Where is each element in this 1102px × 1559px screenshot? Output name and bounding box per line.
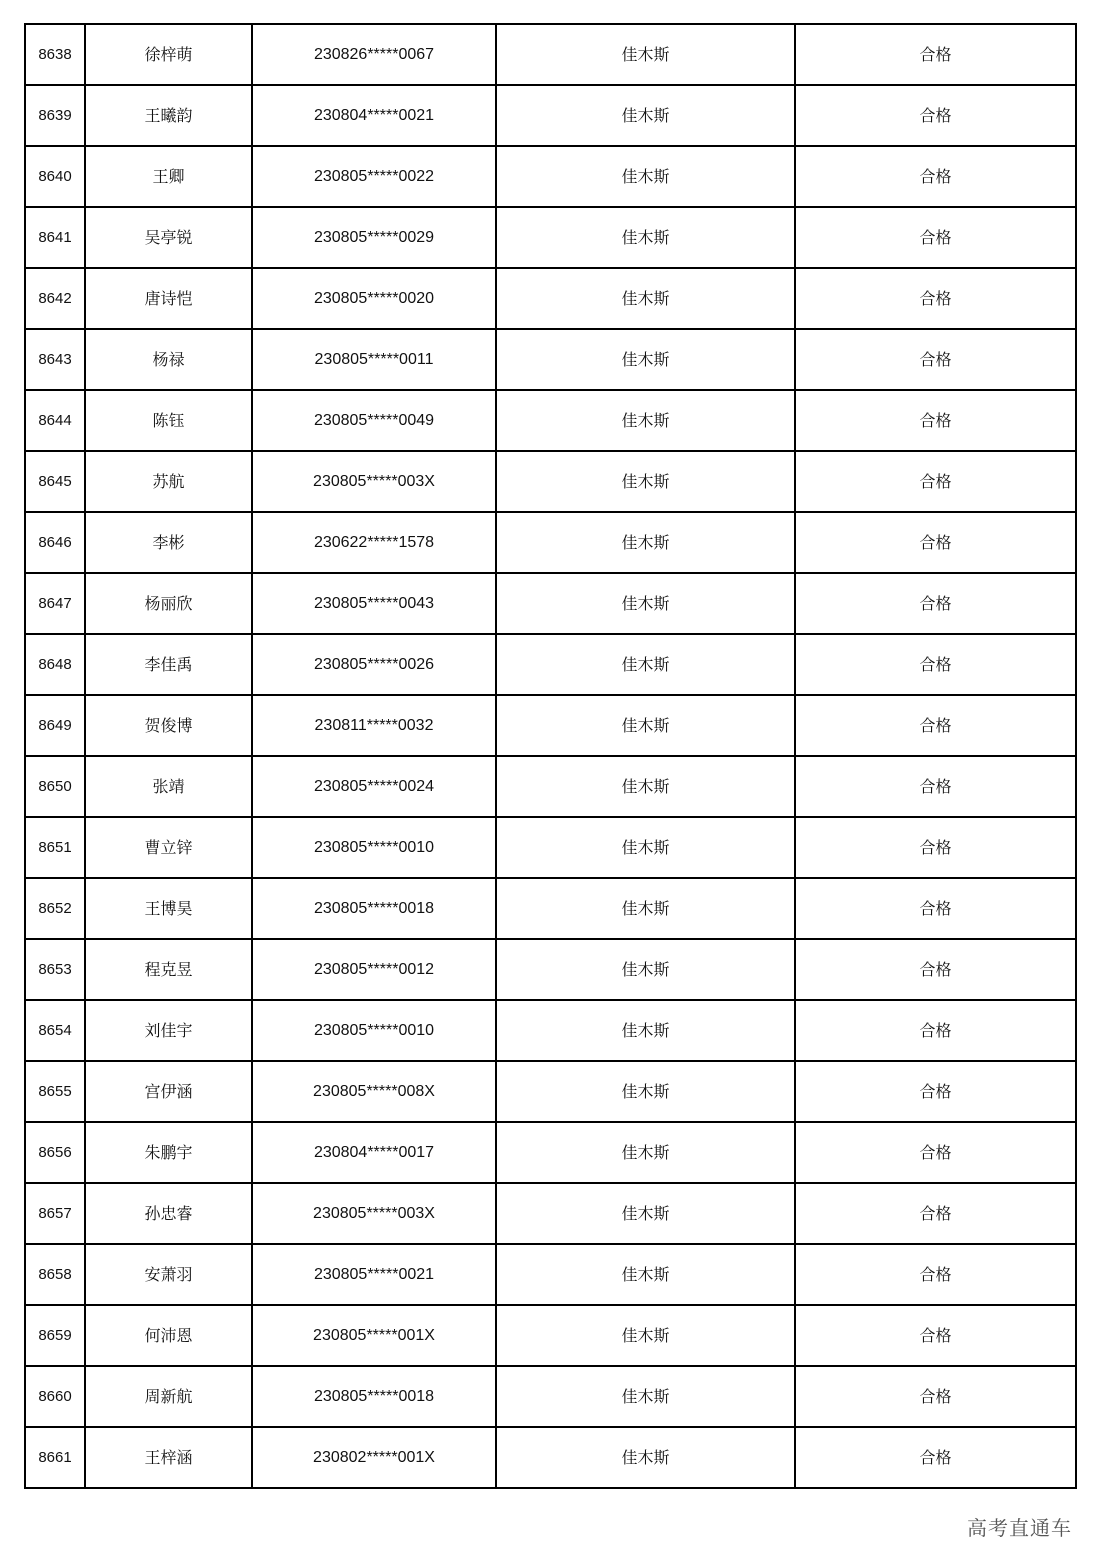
name-cell: 朱鹏宇 (85, 1122, 252, 1183)
result-cell: 合格 (795, 329, 1076, 390)
result-cell: 合格 (795, 634, 1076, 695)
result-cell: 合格 (795, 1427, 1076, 1488)
name-cell: 徐梓萌 (85, 24, 252, 85)
table-row (25, 207, 1076, 268)
table-row (25, 939, 1076, 1000)
id-number-cell: 230805*****0018 (252, 1366, 496, 1427)
name-cell: 李彬 (85, 512, 252, 573)
results-table (24, 23, 1077, 1489)
id-number-cell: 230805*****003X (252, 451, 496, 512)
id-number-cell: 230802*****001X (252, 1427, 496, 1488)
seq-number-cell: 8639 (25, 85, 85, 146)
city-cell: 佳木斯 (496, 329, 795, 390)
city-cell: 佳木斯 (496, 1244, 795, 1305)
seq-number-cell: 8645 (25, 451, 85, 512)
name-cell: 周新航 (85, 1366, 252, 1427)
seq-number-cell: 8650 (25, 756, 85, 817)
table-row (25, 634, 1076, 695)
seq-number-cell: 8647 (25, 573, 85, 634)
name-cell: 王曦韵 (85, 85, 252, 146)
name-cell: 何沛恩 (85, 1305, 252, 1366)
watermark-text: 高考直通车 (965, 1512, 1074, 1541)
seq-number-cell: 8646 (25, 512, 85, 573)
seq-number-cell: 8658 (25, 1244, 85, 1305)
table-row (25, 1244, 1076, 1305)
table-row (25, 146, 1076, 207)
table-row (25, 878, 1076, 939)
table-row (25, 1305, 1076, 1366)
city-cell: 佳木斯 (496, 1427, 795, 1488)
result-cell: 合格 (795, 390, 1076, 451)
id-number-cell: 230805*****0012 (252, 939, 496, 1000)
city-cell: 佳木斯 (496, 634, 795, 695)
table-row (25, 1366, 1076, 1427)
table-row (25, 512, 1076, 573)
result-cell: 合格 (795, 24, 1076, 85)
result-cell: 合格 (795, 207, 1076, 268)
id-number-cell: 230805*****0049 (252, 390, 496, 451)
id-number-cell: 230805*****0018 (252, 878, 496, 939)
id-number-cell: 230804*****0017 (252, 1122, 496, 1183)
seq-number-cell: 8651 (25, 817, 85, 878)
seq-number-cell: 8652 (25, 878, 85, 939)
id-number-cell: 230805*****0043 (252, 573, 496, 634)
result-cell: 合格 (795, 756, 1076, 817)
table-row (25, 268, 1076, 329)
city-cell: 佳木斯 (496, 207, 795, 268)
city-cell: 佳木斯 (496, 268, 795, 329)
name-cell: 唐诗恺 (85, 268, 252, 329)
id-number-cell: 230805*****008X (252, 1061, 496, 1122)
city-cell: 佳木斯 (496, 1183, 795, 1244)
name-cell: 杨禄 (85, 329, 252, 390)
name-cell: 苏航 (85, 451, 252, 512)
city-cell: 佳木斯 (496, 390, 795, 451)
id-number-cell: 230805*****0010 (252, 817, 496, 878)
city-cell: 佳木斯 (496, 1305, 795, 1366)
name-cell: 孙忠睿 (85, 1183, 252, 1244)
seq-number-cell: 8643 (25, 329, 85, 390)
name-cell: 曹立锌 (85, 817, 252, 878)
seq-number-cell: 8660 (25, 1366, 85, 1427)
result-cell: 合格 (795, 1183, 1076, 1244)
table-row (25, 756, 1076, 817)
table-row (25, 1122, 1076, 1183)
city-cell: 佳木斯 (496, 756, 795, 817)
seq-number-cell: 8661 (25, 1427, 85, 1488)
id-number-cell: 230805*****0026 (252, 634, 496, 695)
city-cell: 佳木斯 (496, 573, 795, 634)
result-cell: 合格 (795, 1305, 1076, 1366)
name-cell: 王卿 (85, 146, 252, 207)
result-cell: 合格 (795, 85, 1076, 146)
result-cell: 合格 (795, 146, 1076, 207)
result-cell: 合格 (795, 451, 1076, 512)
id-number-cell: 230805*****0022 (252, 146, 496, 207)
city-cell: 佳木斯 (496, 817, 795, 878)
table-row (25, 1000, 1076, 1061)
city-cell: 佳木斯 (496, 1122, 795, 1183)
result-cell: 合格 (795, 573, 1076, 634)
id-number-cell: 230805*****0021 (252, 1244, 496, 1305)
city-cell: 佳木斯 (496, 451, 795, 512)
result-cell: 合格 (795, 268, 1076, 329)
name-cell: 陈钰 (85, 390, 252, 451)
name-cell: 贺俊博 (85, 695, 252, 756)
result-cell: 合格 (795, 1061, 1076, 1122)
name-cell: 张靖 (85, 756, 252, 817)
name-cell: 宫伊涵 (85, 1061, 252, 1122)
id-number-cell: 230805*****0010 (252, 1000, 496, 1061)
table-row (25, 695, 1076, 756)
table-row (25, 1061, 1076, 1122)
result-cell: 合格 (795, 1366, 1076, 1427)
name-cell: 李佳禹 (85, 634, 252, 695)
seq-number-cell: 8654 (25, 1000, 85, 1061)
result-cell: 合格 (795, 1000, 1076, 1061)
result-cell: 合格 (795, 939, 1076, 1000)
name-cell: 刘佳宇 (85, 1000, 252, 1061)
seq-number-cell: 8640 (25, 146, 85, 207)
city-cell: 佳木斯 (496, 695, 795, 756)
id-number-cell: 230805*****0024 (252, 756, 496, 817)
seq-number-cell: 8653 (25, 939, 85, 1000)
id-number-cell: 230804*****0021 (252, 85, 496, 146)
seq-number-cell: 8656 (25, 1122, 85, 1183)
name-cell: 王梓涵 (85, 1427, 252, 1488)
seq-number-cell: 8648 (25, 634, 85, 695)
seq-number-cell: 8649 (25, 695, 85, 756)
result-cell: 合格 (795, 878, 1076, 939)
seq-number-cell: 8655 (25, 1061, 85, 1122)
result-cell: 合格 (795, 1122, 1076, 1183)
table-row (25, 573, 1076, 634)
city-cell: 佳木斯 (496, 24, 795, 85)
id-number-cell: 230826*****0067 (252, 24, 496, 85)
id-number-cell: 230811*****0032 (252, 695, 496, 756)
table-row (25, 451, 1076, 512)
seq-number-cell: 8642 (25, 268, 85, 329)
id-number-cell: 230805*****003X (252, 1183, 496, 1244)
table-row (25, 24, 1076, 85)
id-number-cell: 230805*****0011 (252, 329, 496, 390)
city-cell: 佳木斯 (496, 512, 795, 573)
results-table-body (25, 24, 1076, 1488)
table-row (25, 85, 1076, 146)
city-cell: 佳木斯 (496, 1000, 795, 1061)
id-number-cell: 230805*****001X (252, 1305, 496, 1366)
id-number-cell: 230622*****1578 (252, 512, 496, 573)
name-cell: 程克昱 (85, 939, 252, 1000)
result-cell: 合格 (795, 512, 1076, 573)
city-cell: 佳木斯 (496, 1366, 795, 1427)
name-cell: 王博昊 (85, 878, 252, 939)
seq-number-cell: 8638 (25, 24, 85, 85)
table-row (25, 817, 1076, 878)
id-number-cell: 230805*****0020 (252, 268, 496, 329)
city-cell: 佳木斯 (496, 1061, 795, 1122)
table-row (25, 329, 1076, 390)
name-cell: 吴亭锐 (85, 207, 252, 268)
city-cell: 佳木斯 (496, 85, 795, 146)
seq-number-cell: 8659 (25, 1305, 85, 1366)
result-cell: 合格 (795, 817, 1076, 878)
seq-number-cell: 8644 (25, 390, 85, 451)
name-cell: 安萧羽 (85, 1244, 252, 1305)
table-row (25, 390, 1076, 451)
results-table-container (24, 23, 1077, 1489)
seq-number-cell: 8641 (25, 207, 85, 268)
city-cell: 佳木斯 (496, 146, 795, 207)
id-number-cell: 230805*****0029 (252, 207, 496, 268)
result-cell: 合格 (795, 695, 1076, 756)
result-cell: 合格 (795, 1244, 1076, 1305)
table-row (25, 1427, 1076, 1488)
table-row (25, 1183, 1076, 1244)
seq-number-cell: 8657 (25, 1183, 85, 1244)
city-cell: 佳木斯 (496, 939, 795, 1000)
city-cell: 佳木斯 (496, 878, 795, 939)
name-cell: 杨丽欣 (85, 573, 252, 634)
